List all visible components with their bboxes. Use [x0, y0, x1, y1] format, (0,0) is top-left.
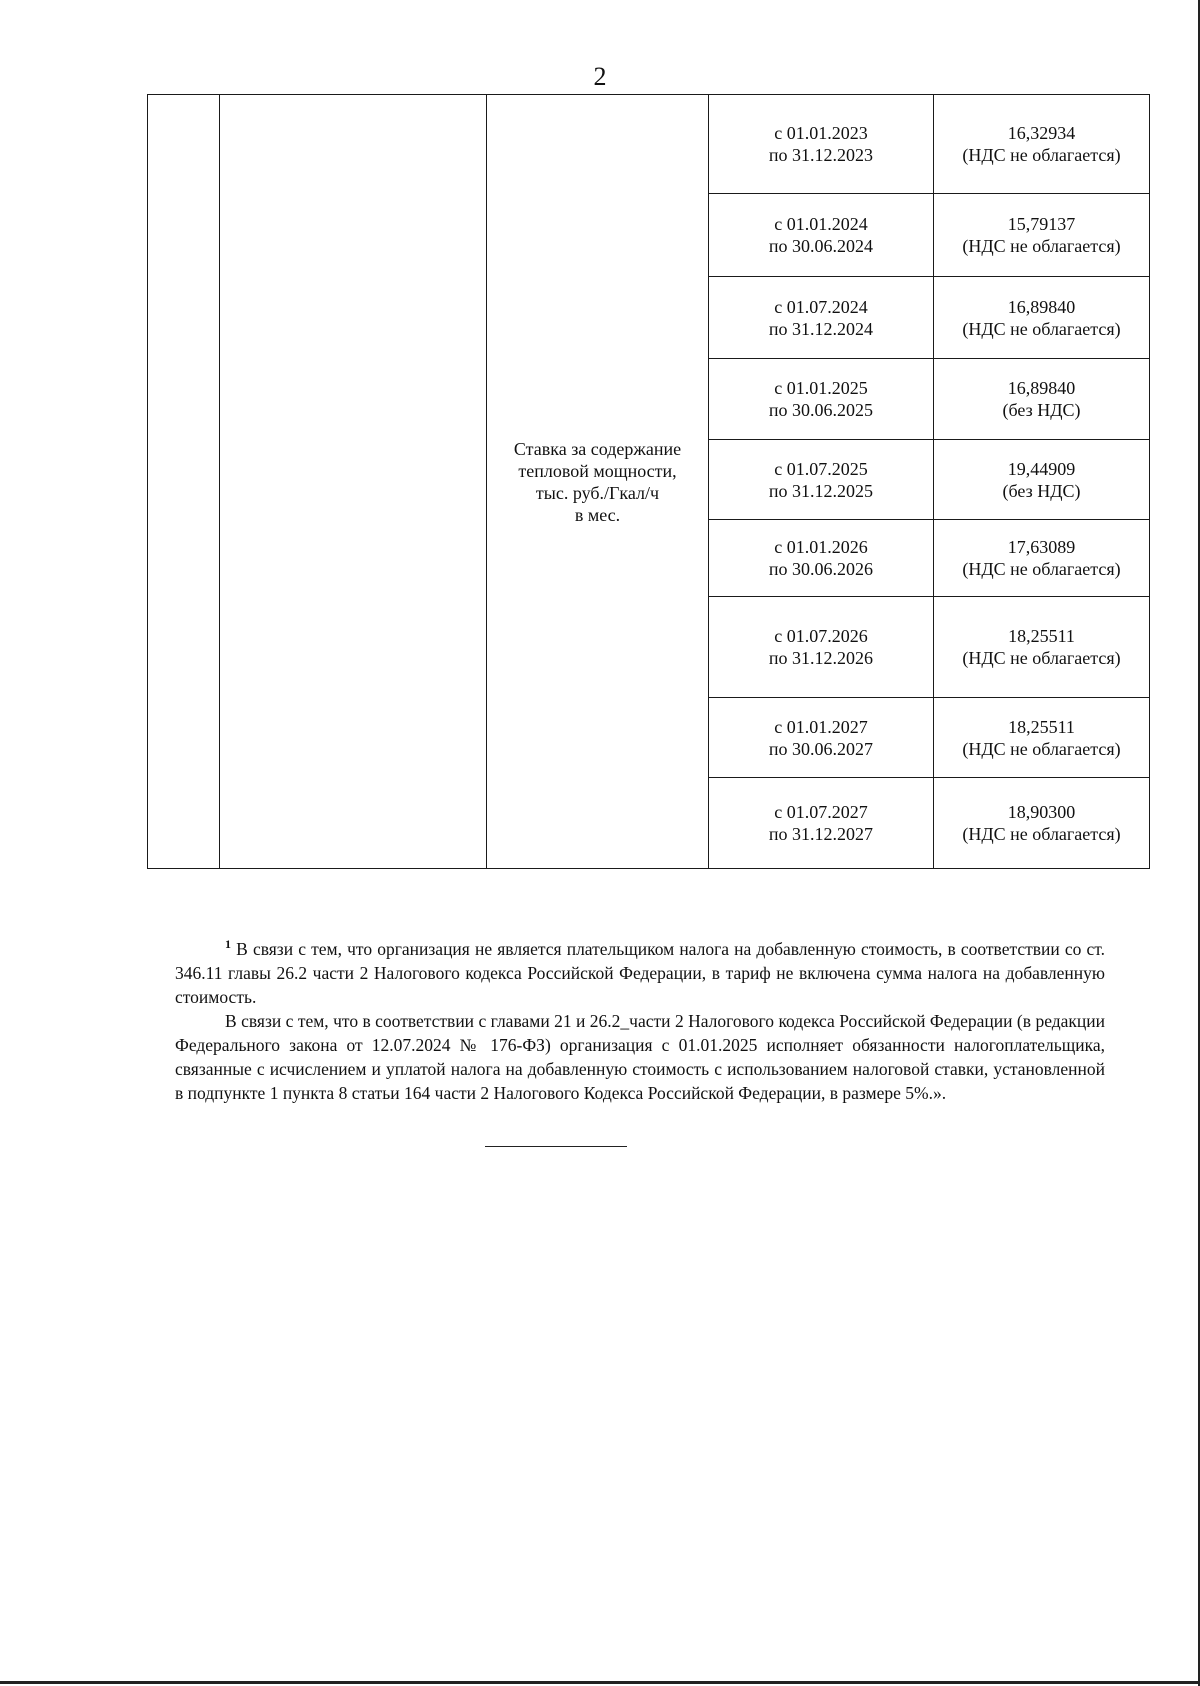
- vat-note: (НДС не облагается): [962, 559, 1121, 579]
- tariff-value: 17,63089: [1007, 537, 1076, 557]
- tariff-value: 18,90300: [1007, 802, 1076, 822]
- value-cell: [934, 194, 1150, 277]
- footnotes: [175, 932, 1105, 1105]
- tariff-value: 18,25511: [1008, 626, 1075, 646]
- footnote-text: В связи с тем, что организация не является плательщиком налога на добавленную стоимость, в соответствии со ст. 346.11 главы 26.2 части 2 Налогового кодекса Российской Федерации, в тариф не включена сумма налога на добавленную стоимость.: [175, 938, 1105, 1007]
- vat-note: (НДС не облагается): [962, 236, 1121, 256]
- period-to: по 31.12.2024: [768, 318, 874, 339]
- period-from: с 01.01.2024: [774, 214, 868, 234]
- vat-note: (без НДС): [1002, 400, 1081, 420]
- period-cell: [709, 359, 934, 440]
- footnote-marker: 1: [225, 937, 231, 951]
- rate-name-line: Ставка за содержание: [513, 438, 682, 459]
- tariff-value: 16,89840: [1007, 296, 1076, 317]
- rate-name-line: тепловой мощности,: [518, 460, 677, 481]
- rate-name-line: тыс. руб./Гкал/ч: [535, 482, 660, 503]
- period-from: с 01.07.2027: [774, 802, 868, 822]
- value-cell: [934, 359, 1150, 440]
- period-to: по 30.06.2024: [768, 236, 874, 256]
- period-cell: [709, 698, 934, 778]
- value-cell: [934, 95, 1150, 194]
- period-cell: [709, 440, 934, 520]
- empty-cell-number: [148, 95, 220, 869]
- rate-name-cell: [487, 95, 709, 869]
- vat-note: (НДС не облагается): [962, 738, 1121, 759]
- page-border-bottom: [0, 1681, 1200, 1684]
- value-cell: [934, 277, 1150, 359]
- value-cell: [934, 778, 1150, 869]
- period-cell: [709, 277, 934, 359]
- vat-note: (без НДС): [1002, 480, 1081, 501]
- page-number: 2: [593, 62, 607, 91]
- period-cell: [709, 597, 934, 698]
- tariff-value: 15,79137: [1007, 214, 1076, 234]
- period-cell: [709, 520, 934, 597]
- tariff-table: [147, 94, 1150, 869]
- table-row: [148, 95, 1150, 194]
- period-to: по 31.12.2023: [768, 145, 874, 165]
- vat-note: (НДС не облагается): [962, 145, 1121, 165]
- vat-note: (НДС не облагается): [962, 318, 1121, 339]
- value-cell: [934, 520, 1150, 597]
- period-cell: [709, 194, 934, 277]
- value-cell: [934, 698, 1150, 778]
- tariff-value: 16,32934: [1007, 123, 1076, 143]
- footnote-paragraph: В связи с тем, что в соответствии с главами 21 и 26.2_части 2 Налогового кодекса Российской Федерации (в редакции Федерального закона от 12.07.2024 № 176-ФЗ) организация с 01.01.2025 исполняет обязанности налогоплательщика, связанные с исчислением и уплатой налога на добавленную стоимость с использованием налоговой ставки, установленной в подпункте 1 пункта 8 статьи 164 части 2 Налогового Кодекса Российской Федерации, в размере 5%.».: [175, 1010, 1105, 1103]
- vat-note: (НДС не облагается): [962, 648, 1121, 668]
- period-to: по 31.12.2025: [768, 480, 874, 501]
- tariff-value: 19,44909: [1007, 458, 1076, 479]
- vat-note: (НДС не облагается): [962, 824, 1121, 844]
- period-cell: [709, 95, 934, 194]
- period-from: с 01.01.2025: [774, 378, 868, 398]
- value-cell: [934, 440, 1150, 520]
- empty-cell-organization: [220, 95, 487, 869]
- period-from: с 01.01.2027: [774, 716, 868, 737]
- value-cell: [934, 597, 1150, 698]
- period-to: по 30.06.2027: [768, 738, 874, 759]
- end-divider: [485, 1146, 627, 1147]
- period-to: по 30.06.2026: [768, 559, 874, 579]
- footnote-paragraph: [175, 932, 1105, 1009]
- period-cell: [709, 778, 934, 869]
- tariff-value: 16,89840: [1007, 378, 1076, 398]
- period-from: с 01.07.2024: [774, 296, 868, 317]
- period-from: с 01.01.2026: [774, 537, 868, 557]
- rate-name-line: в мес.: [574, 504, 621, 525]
- period-from: с 01.07.2025: [774, 458, 868, 479]
- period-to: по 30.06.2025: [768, 400, 874, 420]
- tariff-value: 18,25511: [1008, 716, 1075, 737]
- period-from: с 01.01.2023: [774, 123, 868, 143]
- period-to: по 31.12.2027: [768, 824, 874, 844]
- period-from: с 01.07.2026: [774, 626, 868, 646]
- period-to: по 31.12.2026: [768, 648, 874, 668]
